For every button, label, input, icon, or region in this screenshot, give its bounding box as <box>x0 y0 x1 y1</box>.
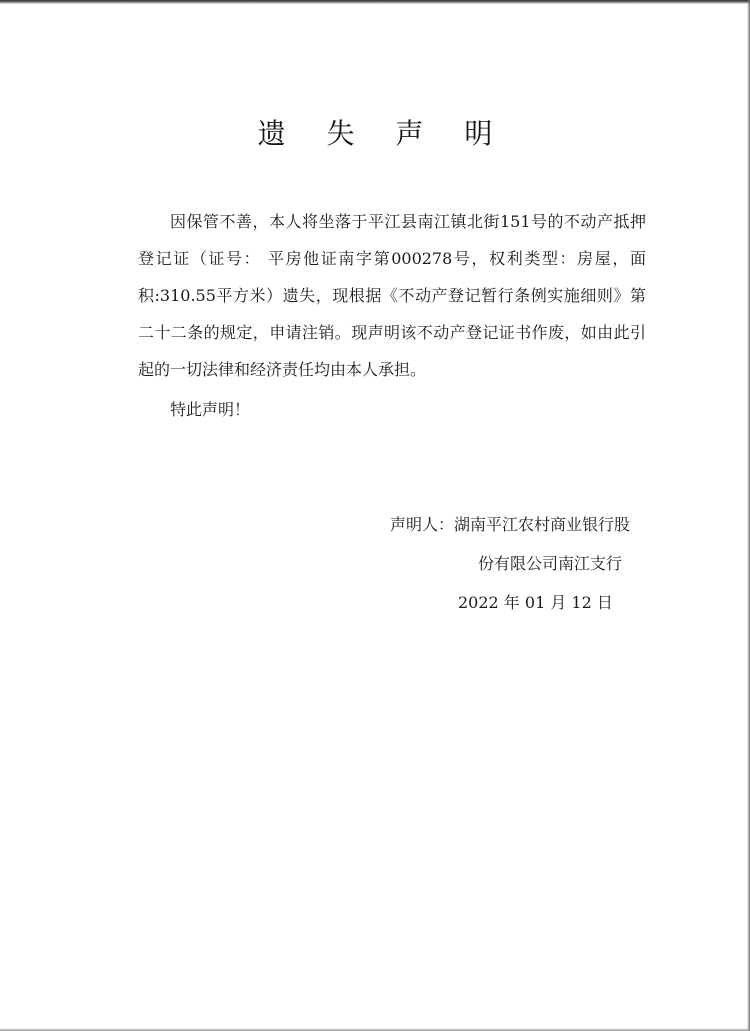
document-title: 遗 失 声 明 <box>257 117 509 150</box>
signature-date: 2022 年 01 月 12 日 <box>458 593 613 612</box>
signature-line-1: 声明人：湖南平江农村商业银行股 <box>390 515 631 534</box>
signature-line-2: 份有限公司南江支行 <box>478 554 623 573</box>
declaration-paragraph: 因保管不善，本人将坐落于平江县南江镇北街151号的不动产抵押登记证（证号： 平房他证南字第000278号，权利类型：房屋，面积:310.55平方米）遗失，现根据《不动产登记暂行条例实施细则》第二十二条的规定，申请注销。现声明该不动产登记证书作废，如由此引起的一切法律和经济责任均由本人承担。 <box>138 212 646 379</box>
document-body <box>138 203 646 428</box>
scan-edge-top <box>0 0 750 4</box>
closing-statement: 特此声明！ <box>170 400 251 419</box>
